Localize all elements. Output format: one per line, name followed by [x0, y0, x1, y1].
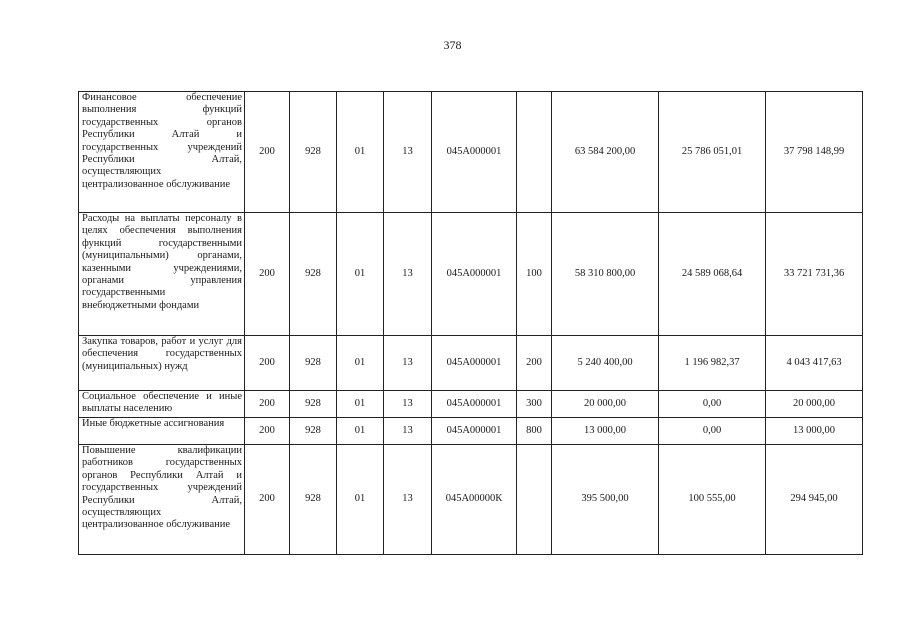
cell-c3: 01	[337, 445, 384, 555]
cell-amount3: 4 043 417,63	[766, 336, 863, 391]
cell-amount3: 13 000,00	[766, 418, 863, 445]
table-row	[79, 336, 863, 391]
row-name: Финансовое обеспечение выполнения функций государственных органов Республики Алтай и государственных учреждений Республики Алтай, осуществляющих централизованное обслуживание	[79, 92, 245, 213]
row-name: Иные бюджетные ассигнования	[79, 418, 245, 445]
table-row	[79, 418, 863, 445]
cell-amount2: 0,00	[659, 418, 766, 445]
row-name: Повышение квалификации работников государственных органов Республики Алтай и государственных учреждений Республики Алтай, осуществляющих централизованное обслуживание	[79, 445, 245, 555]
cell-c3: 01	[337, 391, 384, 418]
table-row	[79, 213, 863, 336]
cell-c2: 928	[290, 92, 337, 213]
cell-c2: 928	[290, 418, 337, 445]
cell-c1: 200	[245, 445, 290, 555]
cell-code: 045А000001	[432, 418, 517, 445]
row-name: Закупка товаров, работ и услуг для обеспечения государственных (муниципальных) нужд	[79, 336, 245, 391]
cell-amount1: 20 000,00	[552, 391, 659, 418]
cell-amount2: 25 786 051,01	[659, 92, 766, 213]
cell-c2: 928	[290, 336, 337, 391]
table-row	[79, 391, 863, 418]
cell-c2: 928	[290, 213, 337, 336]
cell-c4: 13	[384, 336, 432, 391]
cell-c3: 01	[337, 336, 384, 391]
cell-c2: 928	[290, 391, 337, 418]
cell-code: 045А000001	[432, 92, 517, 213]
cell-amount2: 24 589 068,64	[659, 213, 766, 336]
cell-kvr: 100	[517, 213, 552, 336]
cell-kvr	[517, 92, 552, 213]
cell-c1: 200	[245, 336, 290, 391]
cell-amount1: 13 000,00	[552, 418, 659, 445]
cell-c1: 200	[245, 213, 290, 336]
cell-code: 045А000001	[432, 336, 517, 391]
cell-kvr	[517, 445, 552, 555]
row-name: Социальное обеспечение и иные выплаты населению	[79, 391, 245, 418]
cell-amount1: 5 240 400,00	[552, 336, 659, 391]
row-name: Расходы на выплаты персоналу в целях обеспечения выполнения функций государственными (муниципальными) органами, казенными учреждениями, органами управления государственными внебюджетными фондами	[79, 213, 245, 336]
cell-kvr: 800	[517, 418, 552, 445]
cell-amount3: 294 945,00	[766, 445, 863, 555]
cell-amount3: 20 000,00	[766, 391, 863, 418]
table-row	[79, 445, 863, 555]
cell-code: 045А000001	[432, 213, 517, 336]
cell-amount2: 0,00	[659, 391, 766, 418]
cell-c3: 01	[337, 418, 384, 445]
cell-amount3: 33 721 731,36	[766, 213, 863, 336]
table-row	[79, 92, 863, 213]
cell-amount1: 58 310 800,00	[552, 213, 659, 336]
cell-c3: 01	[337, 92, 384, 213]
cell-code: 045А00000К	[432, 445, 517, 555]
cell-c4: 13	[384, 213, 432, 336]
page-number: 378	[443, 38, 462, 52]
cell-kvr: 200	[517, 336, 552, 391]
cell-c4: 13	[384, 445, 432, 555]
cell-c2: 928	[290, 445, 337, 555]
cell-amount1: 395 500,00	[552, 445, 659, 555]
cell-amount2: 100 555,00	[659, 445, 766, 555]
cell-code: 045А000001	[432, 391, 517, 418]
cell-c4: 13	[384, 391, 432, 418]
cell-kvr: 300	[517, 391, 552, 418]
cell-amount2: 1 196 982,37	[659, 336, 766, 391]
budget-table	[78, 91, 863, 555]
cell-c3: 01	[337, 213, 384, 336]
cell-amount3: 37 798 148,99	[766, 92, 863, 213]
cell-c4: 13	[384, 92, 432, 213]
cell-c1: 200	[245, 418, 290, 445]
cell-c1: 200	[245, 92, 290, 213]
cell-c1: 200	[245, 391, 290, 418]
cell-c4: 13	[384, 418, 432, 445]
cell-amount1: 63 584 200,00	[552, 92, 659, 213]
